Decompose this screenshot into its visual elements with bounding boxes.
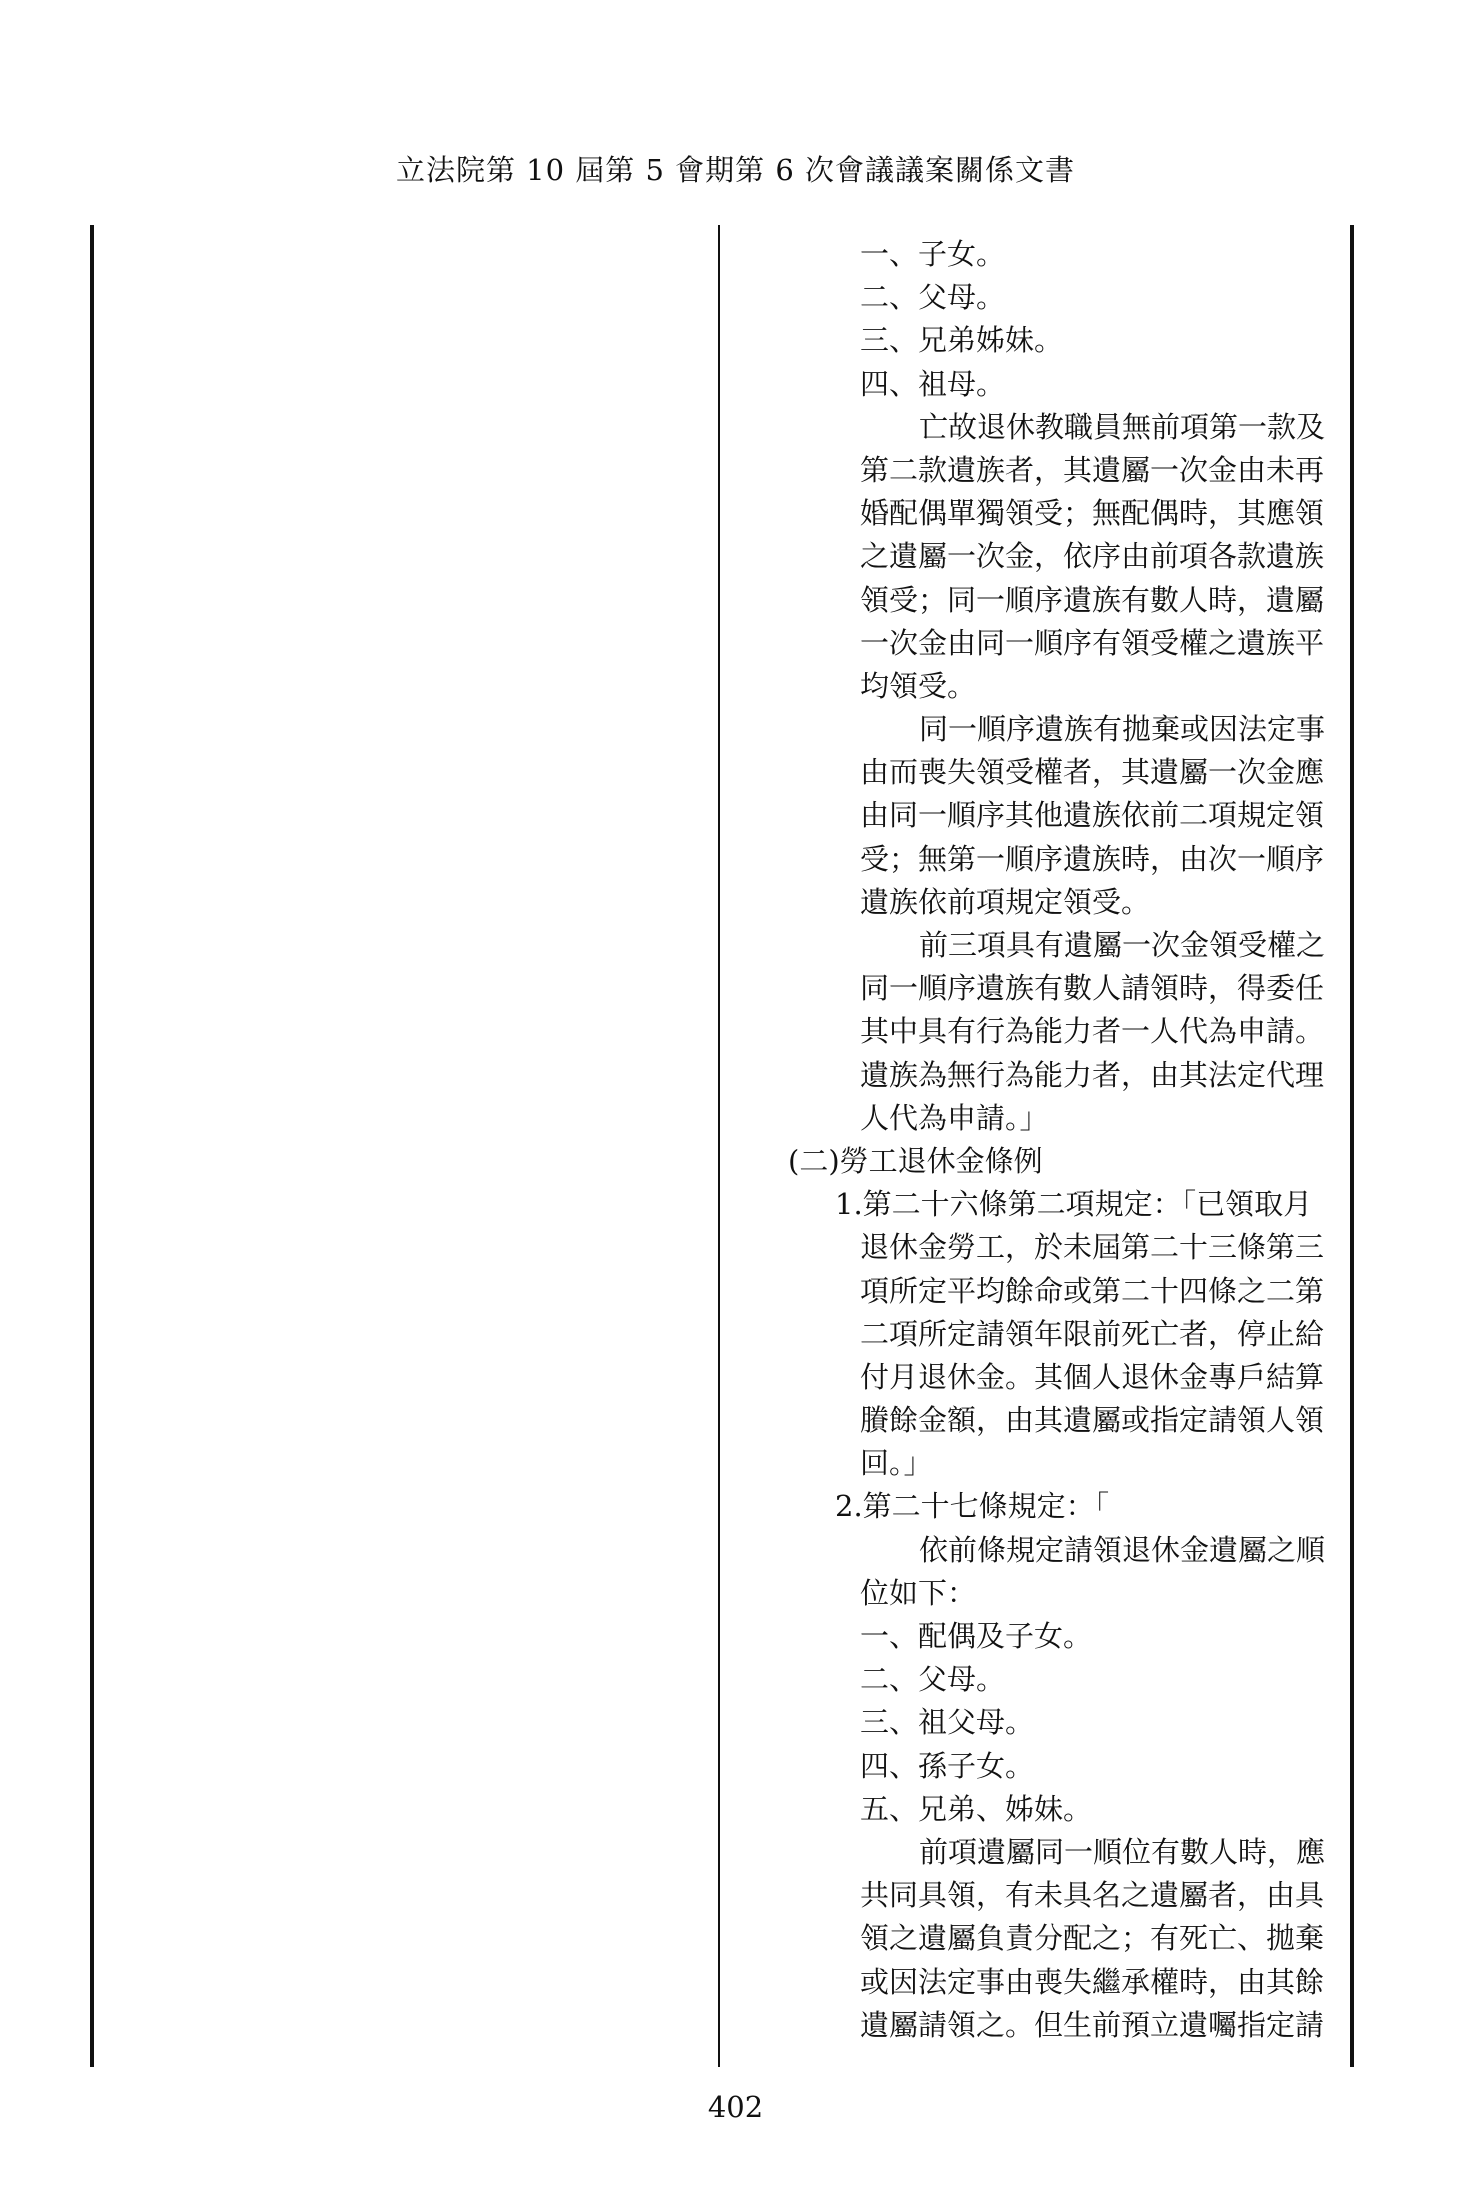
- text-line: 退休金勞工，於未屆第二十三條第三: [860, 1230, 1325, 1265]
- text-line: 1.第二十六條第二項規定：「已領取月: [835, 1187, 1313, 1222]
- text-line: 一、子女。: [860, 237, 1006, 271]
- table-right-border: [1350, 225, 1354, 2067]
- text-line: 遺族為無行為能力者，由其法定代理: [860, 1057, 1325, 1092]
- text-line: 前項遺屬同一順位有數人時，應: [919, 1834, 1326, 1869]
- text-line: 遺族依前項規定領受。: [860, 884, 1151, 919]
- left-column-empty: [96, 225, 716, 2067]
- text-line: 共同具領，有未具名之遺屬者，由具: [860, 1878, 1325, 1913]
- text-line: 受；無第一順序遺族時，由次一順序: [860, 841, 1325, 876]
- text-line: 一次金由同一順序有領受權之遺族平: [860, 625, 1325, 660]
- text-line: 婚配偶單獨領受；無配偶時，其應領: [860, 496, 1325, 531]
- text-line: 回。」: [860, 1446, 933, 1481]
- text-line: 由同一順序其他遺族依前二項規定領: [860, 798, 1325, 833]
- text-line: 三、兄弟姊妹。: [860, 323, 1064, 358]
- document-header: 立法院第 10 屆第 5 會期第 6 次會議議案關係文書: [395, 153, 1076, 187]
- text-line: 均領受。: [860, 668, 977, 703]
- right-column-text: [780, 233, 1340, 2047]
- text-line: 第二款遺族者，其遺屬一次金由未再: [860, 452, 1325, 487]
- text-line: 或因法定事由喪失繼承權時，由其餘: [860, 1964, 1325, 1999]
- text-line: 付月退休金。其個人退休金專戶結算: [860, 1359, 1325, 1394]
- text-line: 一、配偶及子女。: [860, 1619, 1093, 1653]
- text-line: 前三項具有遺屬一次金領受權之: [919, 928, 1326, 962]
- text-line: 項所定平均餘命或第二十四條之二第: [860, 1273, 1325, 1308]
- text-line: 二、父母。: [860, 1662, 1006, 1697]
- text-line: 遺屬請領之。但生前預立遺囑指定請: [860, 2007, 1325, 2042]
- text-line: 2.第二十七條規定：「: [835, 1489, 1110, 1524]
- text-line: 其中具有行為能力者一人代為申請。: [860, 1014, 1325, 1049]
- text-line: 同一順序遺族有拋棄或因法定事: [919, 712, 1326, 747]
- text-line: 領受；同一順序遺族有數人時，遺屬: [860, 582, 1325, 617]
- table-column-divider: [718, 225, 720, 2067]
- text-line: 賸餘金額，由其遺屬或指定請領人領: [860, 1403, 1325, 1438]
- text-line: (二)勞工退休金條例: [788, 1143, 1043, 1178]
- text-line: 亡故退休教職員無前項第一款及: [919, 409, 1326, 444]
- text-line: 二、父母。: [860, 280, 1006, 315]
- text-line: 五、兄弟、姊妹。: [860, 1791, 1093, 1826]
- text-line: 位如下：: [860, 1575, 977, 1610]
- text-line: 之遺屬一次金，依序由前項各款遺族: [860, 539, 1325, 574]
- text-line: 人代為申請。」: [860, 1100, 1049, 1135]
- page-number: 402: [707, 2090, 764, 2124]
- text-line: 依前條規定請領退休金遺屬之順: [919, 1532, 1326, 1567]
- table-left-border: [90, 225, 94, 2067]
- text-line: 同一順序遺族有數人請領時，得委任: [860, 971, 1325, 1006]
- text-line: 三、祖父母。: [860, 1705, 1035, 1740]
- text-line: 四、孫子女。: [860, 1748, 1035, 1783]
- text-line: 由而喪失領受權者，其遺屬一次金應: [860, 755, 1325, 790]
- text-line: 領之遺屬負責分配之；有死亡、拋棄: [860, 1921, 1325, 1956]
- text-line: 二項所定請領年限前死亡者，停止給: [860, 1316, 1325, 1351]
- text-line: 四、祖母。: [860, 366, 1006, 401]
